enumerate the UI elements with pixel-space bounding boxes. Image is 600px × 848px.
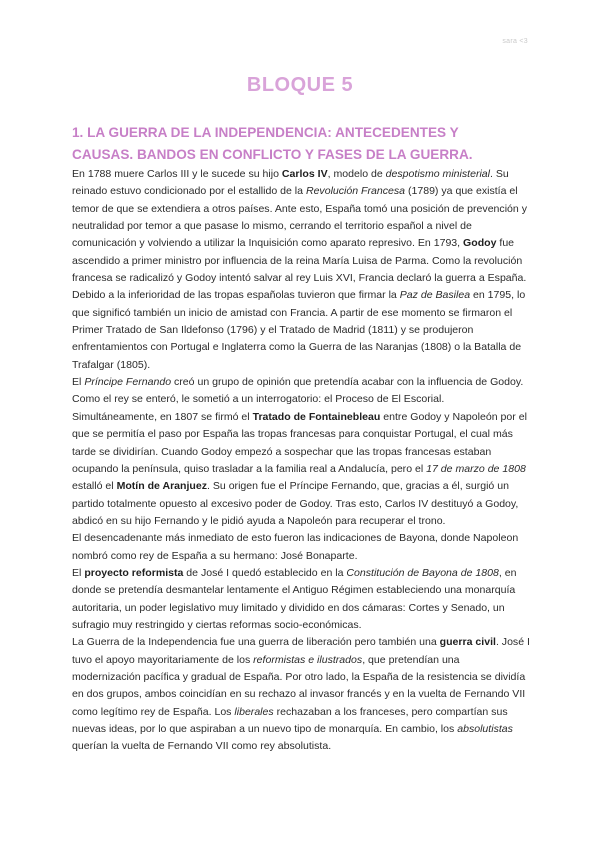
paragraph	[72, 374, 530, 530]
body-text	[72, 166, 530, 756]
italic-term: Revolución Francesa	[305, 185, 406, 198]
bold-term: Motín de Aranjuez	[116, 480, 207, 493]
paragraph	[72, 166, 530, 374]
bold-term: Tratado de Fontainebleau	[252, 410, 381, 423]
text-run: . José I tuvo el apoyo mayoritariamente de los	[72, 636, 530, 666]
text-run: En 1788 muere Carlos III y le sucede su hijo	[72, 168, 282, 180]
paragraph	[72, 530, 530, 565]
text-run: , en donde se pretendía desmantelar lentamente el Antiguo Régimen estableciendo una monarquía autoritaria, un poder legislativo muy limitado y dividido en dos cámaras: Cortes y Senado, un sufragio muy restringido y ciertas reformas socio-económicas.	[72, 566, 517, 631]
bold-term: Carlos IV	[281, 168, 328, 180]
italic-term: despotismo ministerial	[385, 168, 491, 180]
bold-term: guerra civil	[439, 636, 496, 649]
text-run: en 1795, lo que significó también un inicio de amistad con Francia. A partir de ese momento se firmaron el Primer Tratado de San Ildefonso (1796) y el Tratado de Madrid (1811) y se produjeron enfrentamientos con Portugal e Inglaterra como la Guerra de las Naranjas (1808) o la Batalla de Trafalgar (1805).	[72, 289, 526, 371]
italic-term: Paz de Basilea	[399, 289, 471, 302]
italic-term: reformistas e ilustrados	[253, 653, 363, 666]
italic-term: Príncipe Fernando	[84, 376, 172, 389]
text-run: (1789) ya que existía el temor de que se extendiera a otros países. Ante esto, España tomó una posición de prevención y neutralidad por temor a que pasase lo mismo, cerrando el territorio español a nivel de comunicación y volviendo a utilizar la Inquisición como aparato represivo. En 1793,	[72, 185, 527, 250]
text-run: La Guerra de la Independencia fue una guerra de liberación pero también una	[72, 636, 440, 649]
paragraph	[72, 565, 530, 634]
italic-term: absolutistas	[457, 723, 513, 735]
text-run: , modelo de	[327, 168, 386, 180]
text-run: . Su reinado estuvo condicionado por el estallido de la	[72, 168, 509, 198]
text-run: El	[72, 566, 85, 579]
text-run: estalló el	[72, 480, 117, 493]
italic-term: 17 de marzo de 1808	[426, 462, 526, 475]
text-run: El	[72, 376, 85, 389]
text-run: . Su origen fue el Príncipe Fernando, que, gracias a él, surgió un partido totalmente opuesto al excesivo poder de Godoy. Tras esto, Carlos IV destituyó a Godoy, abdicó en su hijo Fernando y le pidió ayuda a Napoleón para recuperar el trono.	[72, 480, 519, 527]
text-run: creó un grupo de opinión que pretendía acabar con la influencia de Godoy. Como el rey se enteró, le sometió a un interrogatorio: el Proceso de El Escorial. Simultáneamente, en 1807 se firmó el	[72, 376, 524, 423]
text-run: rechazaban a los franceses, pero compartían sus nuevas ideas, por lo que aspiraban a un nuevo tipo de monarquía. En cambio, los	[72, 705, 508, 735]
text-run: El desencadenante más inmediato de esto fueron las indicaciones de Bayona, donde Napoleon nombró como rey de España a su hermano: José Bonaparte.	[72, 532, 519, 562]
bold-term: proyecto reformista	[84, 566, 184, 579]
text-run: querían la vuelta de Fernando VII como rey absolutista.	[72, 740, 332, 753]
text-run: fue ascendido a primer ministro por influencia de la reina María Luisa de Parma. Como la revolución francesa se radicalizó y Godoy intentó salvar al rey Luis XVI, Francia declaró la guerra a España. Debido a la inferioridad de las tropas españolas tuvieron que firmar la	[72, 237, 527, 302]
text-run: de José I quedó establecido en la	[183, 566, 347, 579]
text-run: , que pretendían una modernización pacífica y gradual de España. Por otro lado, la España de la resistencia se dividía en dos grupos, ambos coincidían en su rechazo al invasor francés y en la vuelta de Fernando VII como legítimo rey de España. Los	[72, 653, 526, 718]
italic-term: liberales	[234, 705, 274, 718]
italic-term: Constitución de Bayona de 1808	[346, 566, 499, 579]
watermark: sara <3	[502, 38, 528, 45]
section-heading: 1. LA GUERRA DE LA INDEPENDENCIA: ANTECEDENTES Y CAUSAS. BANDOS EN CONFLICTO Y FASES DE LA GUERRA.	[72, 125, 473, 162]
paragraph	[72, 634, 530, 755]
text-run: entre Godoy y Napoleón por el que se permitía el paso por España las tropas francesas para conquistar Portugal, el cual más tarde se dividirían. Cuando Godoy empezó a sospechar que las tropas francesas estaban ocupando la península, quiso trasladar a la familia real a Andalucía, pero el	[72, 410, 527, 475]
bold-term: Godoy	[463, 237, 497, 250]
block-title: BLOQUE 5	[246, 74, 354, 96]
